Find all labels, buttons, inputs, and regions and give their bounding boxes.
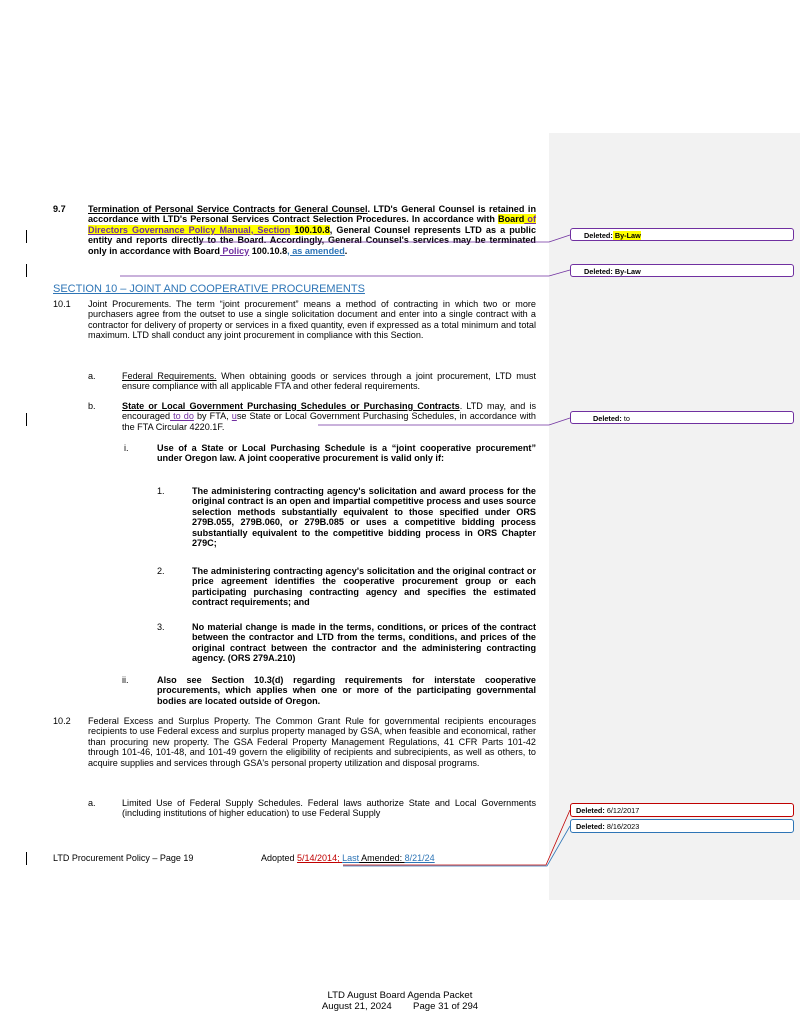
change-bar (26, 230, 27, 243)
list-marker-a: a. (88, 371, 96, 381)
footer-page-label: LTD Procurement Policy – Page 19 (53, 853, 194, 863)
paragraph-10-1-a: Federal Requirements. When obtaining goods or services through a joint procurement, LTD must ensure compliance with all applicable FTA and other federal requirements. (122, 371, 537, 392)
paragraph-10-1: Joint Procurements. The term “joint procurement” means a method of contracting in which two or more purchasers agree from the outset to use a single solicitation document and enter into a single contract with a contractor for delivery of property or services in a fixed quantity, even if expressed as a total minimum and total maximum. LTD shall conduct any joint procurement in compliance with this Section. (88, 299, 536, 341)
paragraph-10-1-b-ii: Also see Section 10.3(d) regarding requirements for interstate cooperative procurements, which applies when one or more of the participating governmental bodies are located outside of Oregon. (157, 675, 536, 706)
paragraph-title: Termination of Personal Service Contracts for General Counsel (88, 204, 368, 214)
section-number-10-1: 10.1 (53, 299, 71, 309)
list-marker-i: i. (124, 443, 129, 453)
list-marker-b: b. (88, 401, 96, 411)
packet-title: LTD August Board Agenda Packet (327, 990, 473, 1001)
deleted-comment-balloon[interactable]: Deleted: 8/16/2023 (570, 819, 794, 833)
section-10-heading[interactable]: SECTION 10 – JOINT AND COOPERATIVE PROCUREMENTS (53, 283, 365, 295)
list-marker-a: a. (88, 798, 96, 808)
deleted-comment-balloon[interactable]: Deleted: 6/12/2017 (570, 803, 794, 817)
deleted-comment-balloon[interactable]: Deleted: to (570, 411, 794, 424)
deleted-comment-balloon[interactable]: Deleted: By-Law (570, 228, 794, 241)
change-bar (26, 852, 27, 865)
section-number-10-2: 10.2 (53, 716, 71, 726)
list-item: The administering contracting agency's solicitation and award process for the original contract is an open and impartial competitive process and uses source selection methods substantially equivalent to those specified under ORS 279B.055, 279B.060, or 279B.085 or uses a competitive bidding process substantially equivalent to the competitive bidding process in ORS Chapter 279C; (192, 486, 536, 549)
change-bar (26, 413, 27, 426)
list-marker-ii: ii. (122, 675, 129, 685)
paragraph-10-1-b: State or Local Government Purchasing Schedules or Purchasing Contracts. LTD may, and is encouraged to do by FTA, use State or Local Government Purchasing Schedules, in accordance with the FTA Circular 4220.1F. (122, 401, 536, 432)
deleted-comment-balloon[interactable]: Deleted: By-Law (570, 264, 794, 277)
inserted-text: , as amended (287, 245, 345, 256)
footer-adopted: Adopted 5/14/2014; Last Amended: 8/21/24 (261, 853, 435, 863)
list-marker-3: 3. (157, 622, 165, 632)
list-item: The administering contracting agency's solicitation and the original contract or price agreement identifies the cooperative procurement group or each participating purchasing contracting agency and specifies the estimated contract requirements; and (192, 566, 536, 608)
inserted-text: u (231, 411, 237, 422)
list-item: No material change is made in the terms, conditions, or prices of the contract between the contractor and LTD from the terms, conditions, and prices of the original contract between the contractor and the administering contracting agency. (ORS 279A.210) (192, 622, 536, 664)
comment-margin-panel (549, 133, 800, 900)
section-number-9-7: 9.7 (53, 204, 66, 214)
inserted-text: Policy (219, 245, 250, 256)
change-bar (26, 264, 27, 277)
paragraph-10-1-b-i: Use of a State or Local Purchasing Schedule is a “joint cooperative procurement” under Oregon law. A joint cooperative procurement is valid only if: (157, 443, 536, 464)
packet-page-info: August 21, 2024 Page 31 of 294 (321, 1001, 479, 1012)
inserted-text: of Directors Governance Policy Manual, Section (88, 214, 536, 235)
list-marker-2: 2. (157, 566, 165, 576)
paragraph-10-2-a: Limited Use of Federal Supply Schedules. Federal laws authorize State and Local Governments (including institutions of higher education) to use Federal Supply (122, 798, 536, 819)
inserted-text: to do (170, 411, 194, 422)
paragraph-9-7: Termination of Personal Service Contracts for General Counsel. LTD's General Counsel is retained in accordance with LTD's Personal Services Contract Selection Procedures. In accordance with Board of Directors Governance Policy Manual, Section 100.10.8, General Counsel represents LTD as a public entity and reports directly to the Board. Accordingly, General Counsel's services may be terminated only in accordance with Board Policy 100.10.8, as amended. (88, 204, 536, 256)
list-marker-1: 1. (157, 486, 165, 496)
paragraph-10-2: Federal Excess and Surplus Property. The Common Grant Rule for governmental recipients encourages recipients to use Federal excess and surplus property managed by GSA, when feasible and economical, rather than procuring new property. The GSA Federal Property Management Regulations, 41 CFR Parts 101-42 through 101-46, 101-48, and 101-49 govern the eligibility of recipients and subrecipients, as well as others, to acquire supplies and services through GSA's personal property utilization and disposal programs. (88, 716, 536, 768)
